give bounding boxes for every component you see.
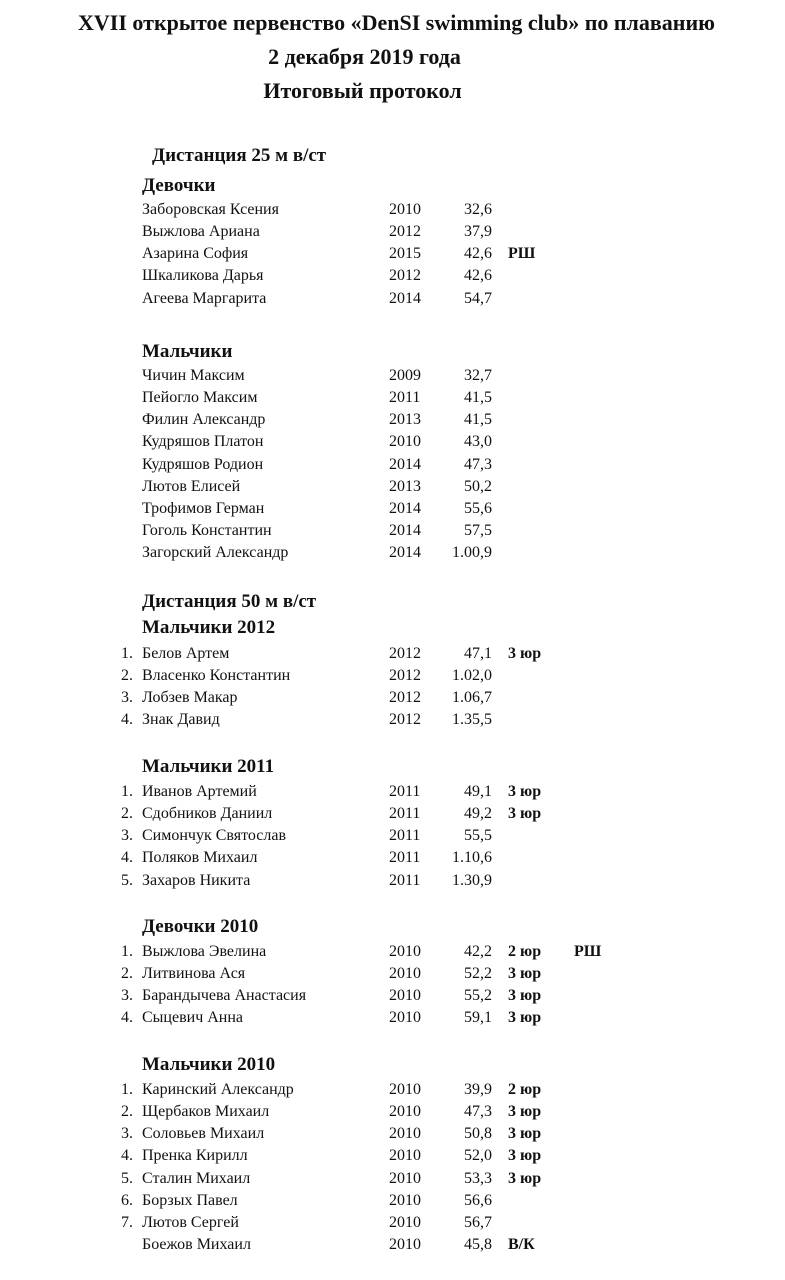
result-time: 41,5	[464, 389, 492, 407]
group-heading: Девочки	[142, 175, 216, 196]
birth-year: 2010	[389, 965, 421, 983]
result-time: 47,3	[464, 1103, 492, 1121]
result-row	[0, 643, 785, 665]
result-row	[0, 454, 785, 476]
birth-year: 2011	[389, 805, 421, 823]
result-row	[0, 1190, 785, 1212]
birth-year: 2010	[389, 1169, 421, 1187]
place-number: 3.	[121, 827, 133, 845]
swimmer-name: Симончук Святослав	[142, 827, 287, 845]
result-row	[0, 1234, 785, 1256]
rank-category: 2 юр	[508, 943, 542, 960]
result-time: 42,6	[464, 245, 492, 263]
swimmer-name: Знак Давид	[142, 711, 220, 729]
group-heading: Мальчики 2012	[142, 617, 276, 638]
result-time: 52,0	[464, 1147, 492, 1165]
result-time: 1.30,9	[452, 871, 492, 889]
birth-year: 2010	[389, 1125, 421, 1143]
result-row	[0, 941, 785, 963]
place-number: 4.	[121, 1147, 133, 1165]
swimmer-name: Лобзев Макар	[142, 689, 238, 707]
place-number: 2.	[121, 965, 133, 983]
result-row	[0, 803, 785, 825]
result-row	[0, 409, 785, 431]
distance-heading: Дистанция 25 м в/ст	[152, 145, 327, 166]
rank-category: 3 юр	[508, 645, 542, 662]
result-row	[0, 265, 785, 287]
place-number: 1.	[121, 943, 133, 960]
competition-date: 2 декабря 2019 года	[268, 44, 461, 69]
swimmer-name: Поляков Михаил	[142, 849, 258, 867]
result-row	[0, 1145, 785, 1167]
place-number: 3.	[121, 987, 133, 1005]
swimmer-name: Загорский Александр	[142, 544, 289, 562]
swimmer-name: Трофимов Герман	[142, 499, 265, 517]
result-row	[0, 1079, 785, 1101]
swimmer-name: Барандычева Анастасия	[142, 987, 307, 1005]
competition-title: XVII открытое первенство «DenSI swimming club» по плаванию	[78, 10, 715, 35]
result-time: 55,2	[464, 987, 492, 1005]
swimmer-name: Сталин Михаил	[142, 1169, 251, 1187]
birth-year: 2011	[389, 389, 421, 407]
swimmer-name: Пренка Кирилл	[142, 1147, 248, 1165]
place-number: 5.	[121, 871, 133, 889]
rank-category: 3 юр	[508, 783, 542, 800]
result-row	[0, 498, 785, 520]
birth-year: 2009	[389, 367, 421, 384]
swimmer-name: Власенко Константин	[142, 667, 291, 685]
rank-category: 3 юр	[508, 1009, 542, 1027]
birth-year: 2010	[389, 1103, 421, 1121]
result-time: 50,8	[464, 1125, 492, 1143]
rank-category: 3 юр	[508, 1147, 542, 1165]
result-time: 42,6	[464, 267, 492, 285]
swimmer-name: Чичин Максим	[142, 367, 245, 384]
swimmer-name: Гоголь Константин	[142, 522, 272, 540]
place-number: 5.	[121, 1169, 133, 1187]
place-number: 3.	[121, 689, 133, 707]
result-row	[0, 687, 785, 709]
result-row	[0, 870, 785, 892]
result-time: 52,2	[464, 965, 492, 983]
result-row	[0, 542, 785, 564]
result-time: 1.10,6	[452, 849, 492, 867]
swimmer-name: Кудряшов Платон	[142, 433, 264, 451]
swimmer-name: Соловьев Михаил	[142, 1125, 265, 1143]
birth-year: 2010	[389, 201, 421, 218]
swimmer-name: Лютов Елисей	[142, 477, 241, 495]
place-number: 1.	[121, 1081, 133, 1098]
result-time: 1.02,0	[452, 667, 492, 685]
school-note: РШ	[574, 943, 602, 960]
birth-year: 2010	[389, 433, 421, 451]
result-time: 39,9	[464, 1081, 492, 1098]
birth-year: 2010	[389, 943, 421, 960]
result-row	[0, 665, 785, 687]
swimmer-name: Лютов Сергей	[142, 1213, 239, 1231]
swimmer-name: Филин Александр	[142, 411, 266, 429]
result-row	[0, 243, 785, 265]
birth-year: 2011	[389, 849, 421, 867]
result-time: 43,0	[464, 433, 492, 451]
swimmer-name: Агеева Маргарита	[142, 289, 267, 307]
swimmer-name: Боежов Михаил	[142, 1236, 251, 1254]
birth-year: 2011	[389, 871, 421, 889]
result-row	[0, 387, 785, 409]
result-row	[0, 1212, 785, 1234]
swimmer-name: Литвинова Ася	[142, 965, 246, 983]
swimmer-name: Белов Артем	[142, 645, 230, 662]
result-time: 56,6	[464, 1191, 492, 1209]
result-row	[0, 825, 785, 847]
result-row	[0, 985, 785, 1007]
birth-year: 2012	[389, 689, 421, 707]
birth-year: 2012	[389, 223, 421, 241]
result-time: 41,5	[464, 411, 492, 429]
swimmer-name: Азарина София	[142, 245, 249, 263]
result-time: 1.35,5	[452, 711, 492, 729]
birth-year: 2014	[389, 289, 421, 307]
rank-category: В/К	[508, 1236, 535, 1254]
result-row	[0, 288, 785, 310]
result-time: 49,2	[464, 805, 492, 823]
result-time: 56,7	[464, 1213, 492, 1231]
birth-year: 2014	[389, 522, 421, 540]
birth-year: 2012	[389, 711, 421, 729]
rank-category: 3 юр	[508, 1103, 542, 1121]
place-number: 1.	[121, 783, 133, 800]
result-time: 45,8	[464, 1236, 492, 1254]
place-number: 6.	[121, 1191, 133, 1209]
result-time: 47,3	[464, 455, 492, 473]
result-time: 1.06,7	[452, 689, 492, 707]
result-row	[0, 365, 785, 387]
result-time: 32,6	[464, 201, 492, 218]
swimmer-name: Пейогло Максим	[142, 389, 258, 407]
result-row	[0, 847, 785, 869]
result-time: 55,5	[464, 827, 492, 845]
result-time: 49,1	[464, 783, 492, 800]
result-row	[0, 520, 785, 542]
result-row	[0, 1101, 785, 1123]
birth-year: 2011	[389, 827, 421, 845]
rank-category: 3 юр	[508, 965, 542, 983]
group-heading: Мальчики	[142, 341, 233, 362]
place-number: 4.	[121, 1009, 133, 1027]
birth-year: 2011	[389, 783, 421, 800]
group-heading: Мальчики 2010	[142, 1054, 276, 1075]
swimmer-name: Выжлова Ариана	[142, 223, 260, 241]
swimmer-name: Выжлова Эвелина	[142, 943, 267, 960]
birth-year: 2010	[389, 1009, 421, 1027]
place-number: 2.	[121, 1103, 133, 1121]
birth-year: 2010	[389, 1081, 421, 1098]
result-row	[0, 431, 785, 453]
result-time: 54,7	[464, 289, 492, 307]
group-heading: Мальчики 2011	[142, 756, 275, 777]
birth-year: 2014	[389, 455, 421, 473]
swimmer-name: Шкаликова Дарья	[142, 267, 264, 285]
result-time: 47,1	[464, 645, 492, 662]
result-row	[0, 781, 785, 803]
result-time: 50,2	[464, 477, 492, 495]
result-time: 59,1	[464, 1009, 492, 1027]
protocol-title: Итоговый протокол	[263, 78, 462, 103]
place-number: 3.	[121, 1125, 133, 1143]
rank-category: 2 юр	[508, 1081, 542, 1098]
distance-heading: Дистанция 50 м в/ст	[142, 591, 317, 612]
result-row	[0, 709, 785, 731]
birth-year: 2010	[389, 1147, 421, 1165]
birth-year: 2014	[389, 544, 421, 562]
birth-year: 2010	[389, 1213, 421, 1231]
swimmer-name: Иванов Артемий	[142, 783, 257, 800]
result-time: 55,6	[464, 499, 492, 517]
result-time: 42,2	[464, 943, 492, 960]
birth-year: 2010	[389, 1191, 421, 1209]
birth-year: 2012	[389, 645, 421, 662]
result-row	[0, 963, 785, 985]
result-row	[0, 1168, 785, 1190]
group-heading: Девочки 2010	[142, 916, 259, 937]
rank-category: 3 юр	[508, 1125, 542, 1143]
result-time: 57,5	[464, 522, 492, 540]
place-number: 4.	[121, 711, 133, 729]
swimmer-name: Захаров Никита	[142, 871, 251, 889]
birth-year: 2013	[389, 411, 421, 429]
swimmer-name: Кудряшов Родион	[142, 455, 264, 473]
rank-category: РШ	[508, 245, 536, 263]
rank-category: 3 юр	[508, 805, 542, 823]
birth-year: 2013	[389, 477, 421, 495]
result-row	[0, 221, 785, 243]
place-number: 7.	[121, 1213, 133, 1231]
result-time: 32,7	[464, 367, 492, 384]
result-row	[0, 1007, 785, 1029]
result-time: 53,3	[464, 1169, 492, 1187]
rank-category: 3 юр	[508, 1169, 542, 1187]
place-number: 2.	[121, 667, 133, 685]
place-number: 1.	[121, 645, 133, 662]
result-row	[0, 1123, 785, 1145]
birth-year: 2012	[389, 267, 421, 285]
birth-year: 2014	[389, 499, 421, 517]
swimmer-name: Заборовская Ксения	[142, 201, 279, 218]
result-row	[0, 199, 785, 221]
swimmer-name: Сдобников Даниил	[142, 805, 273, 823]
place-number: 2.	[121, 805, 133, 823]
birth-year: 2010	[389, 1236, 421, 1254]
result-time: 37,9	[464, 223, 492, 241]
birth-year: 2012	[389, 667, 421, 685]
result-time: 1.00,9	[452, 544, 492, 562]
swimmer-name: Каринский Александр	[142, 1081, 294, 1098]
swimmer-name: Щербаков Михаил	[142, 1103, 270, 1121]
rank-category: 3 юр	[508, 987, 542, 1005]
birth-year: 2015	[389, 245, 421, 263]
place-number: 4.	[121, 849, 133, 867]
swimmer-name: Сыцевич Анна	[142, 1009, 244, 1027]
swimmer-name: Борзых Павел	[142, 1191, 238, 1209]
birth-year: 2010	[389, 987, 421, 1005]
result-row	[0, 476, 785, 498]
